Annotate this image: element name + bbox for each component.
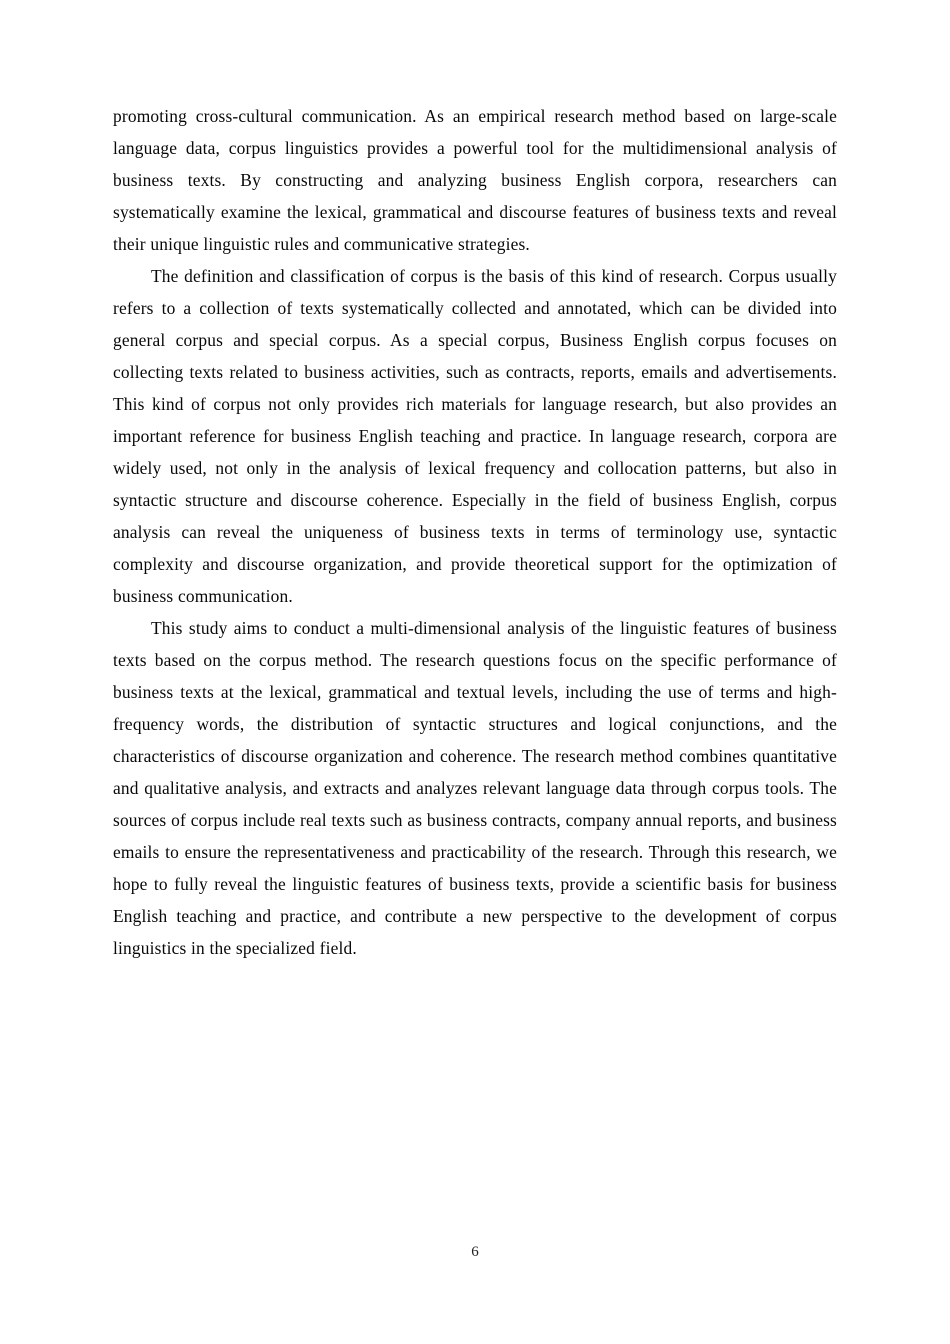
body-paragraph-3: This study aims to conduct a multi-dimensional analysis of the linguistic features of business texts based on the corpus method. The research questions focus on the specific performance of business texts at the lexical, grammatical and textual levels, including the use of terms and high-frequency words, the distribution of syntactic structures and logical conjunctions, and the characteristics of discourse organization and coherence. The research method combines quantitative and qualitative analysis, and extracts and analyzes relevant language data through corpus tools. The sources of corpus include real texts such as business contracts, company annual reports, and business emails to ensure the representativeness and practicability of the research. Through this research, we hope to fully reveal the linguistic features of business texts, provide a scientific basis for business English teaching and practice, and contribute a new perspective to the development of corpus linguistics in the specialized field.	[113, 618, 837, 958]
page-number: 6	[471, 1244, 479, 1260]
document-body	[113, 100, 837, 964]
body-paragraph-1: promoting cross-cultural communication. As an empirical research method based on large-scale language data, corpus linguistics provides a powerful tool for the multidimensional analysis of business texts. By constructing and analyzing business English corpora, researchers can systematically examine the lexical, grammatical and discourse features of business texts and reveal their unique linguistic rules and communicative strategies.	[113, 106, 837, 254]
page-footer	[0, 1243, 950, 1261]
body-paragraph-2: The definition and classification of corpus is the basis of this kind of research. Corpus usually refers to a collection of texts systematically collected and annotated, which can be divided into general corpus and special corpus. As a special corpus, Business English corpus focuses on collecting texts related to business activities, such as contracts, reports, emails and advertisements. This kind of corpus not only provides rich materials for language research, but also provides an important reference for business English teaching and practice. In language research, corpora are widely used, not only in the analysis of lexical frequency and collocation patterns, but also in syntactic structure and discourse coherence. Especially in the field of business English, corpus analysis can reveal the uniqueness of business texts in terms of terminology use, syntactic complexity and discourse organization, and provide theoretical support for the optimization of business communication.	[113, 266, 837, 606]
